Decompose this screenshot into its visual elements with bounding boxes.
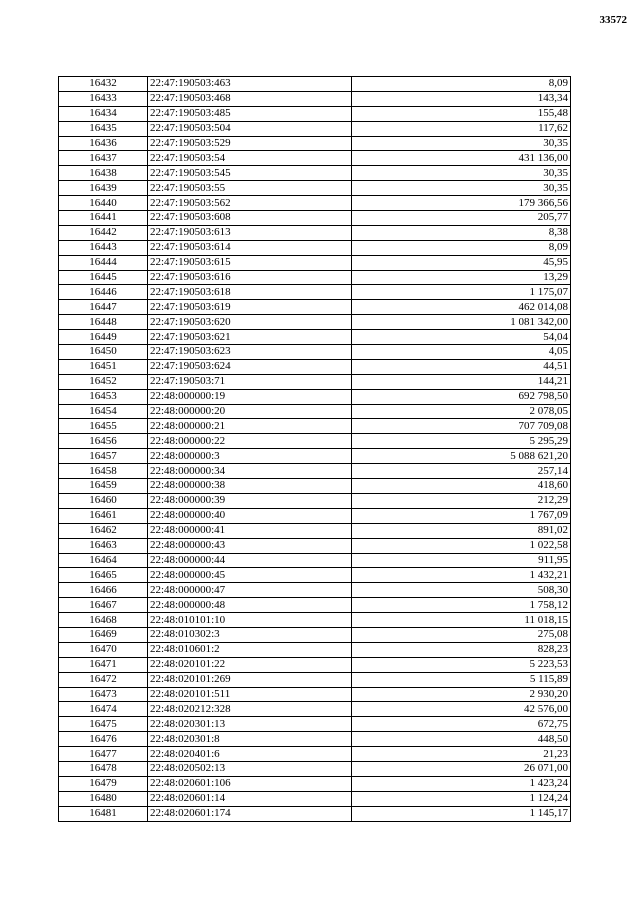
- value-cell: 205,77: [352, 211, 571, 226]
- row-number-cell: 16448: [59, 315, 148, 330]
- row-number-cell: 16445: [59, 270, 148, 285]
- row-number-cell: 16462: [59, 523, 148, 538]
- value-cell: 54,04: [352, 330, 571, 345]
- registry-table: [58, 76, 571, 822]
- value-cell: 1 022,58: [352, 538, 571, 553]
- cadastral-number-cell: 22:48:020301:13: [148, 717, 352, 732]
- value-cell: 1 175,07: [352, 285, 571, 300]
- cadastral-number-cell: 22:48:020401:6: [148, 747, 352, 762]
- value-cell: 212,29: [352, 493, 571, 508]
- row-number-cell: 16475: [59, 717, 148, 732]
- table-row: [59, 449, 571, 464]
- cadastral-number-cell: 22:47:190503:485: [148, 106, 352, 121]
- cadastral-number-cell: 22:48:000000:48: [148, 598, 352, 613]
- value-cell: 44,51: [352, 359, 571, 374]
- table-row: [59, 493, 571, 508]
- value-cell: 179 366,56: [352, 196, 571, 211]
- value-cell: 707 709,08: [352, 419, 571, 434]
- cadastral-number-cell: 22:48:020601:174: [148, 806, 352, 821]
- row-number-cell: 16476: [59, 732, 148, 747]
- value-cell: 4,05: [352, 345, 571, 360]
- cadastral-number-cell: 22:48:020212:328: [148, 702, 352, 717]
- table-row: [59, 136, 571, 151]
- table-row: [59, 627, 571, 642]
- table-row: [59, 642, 571, 657]
- row-number-cell: 16457: [59, 449, 148, 464]
- row-number-cell: 16452: [59, 374, 148, 389]
- table-row: [59, 270, 571, 285]
- row-number-cell: 16465: [59, 568, 148, 583]
- row-number-cell: 16474: [59, 702, 148, 717]
- row-number-cell: 16455: [59, 419, 148, 434]
- value-cell: 1 124,24: [352, 791, 571, 806]
- value-cell: 418,60: [352, 479, 571, 494]
- table-row: [59, 434, 571, 449]
- cadastral-number-cell: 22:48:020601:14: [148, 791, 352, 806]
- cadastral-number-cell: 22:48:000000:21: [148, 419, 352, 434]
- value-cell: 117,62: [352, 121, 571, 136]
- table-row: [59, 240, 571, 255]
- cadastral-number-cell: 22:48:020301:8: [148, 732, 352, 747]
- value-cell: 5 295,29: [352, 434, 571, 449]
- cadastral-number-cell: 22:48:000000:3: [148, 449, 352, 464]
- cadastral-number-cell: 22:47:190503:463: [148, 77, 352, 92]
- table-row: [59, 77, 571, 92]
- row-number-cell: 16467: [59, 598, 148, 613]
- value-cell: 1 081 342,00: [352, 315, 571, 330]
- row-number-cell: 16438: [59, 166, 148, 181]
- value-cell: 5 088 621,20: [352, 449, 571, 464]
- row-number-cell: 16444: [59, 255, 148, 270]
- row-number-cell: 16477: [59, 747, 148, 762]
- cadastral-number-cell: 22:47:190503:619: [148, 300, 352, 315]
- table-row: [59, 702, 571, 717]
- row-number-cell: 16458: [59, 464, 148, 479]
- cadastral-number-cell: 22:48:000000:20: [148, 404, 352, 419]
- table-row: [59, 211, 571, 226]
- value-cell: 5 223,53: [352, 657, 571, 672]
- row-number-cell: 16434: [59, 106, 148, 121]
- table-row: [59, 389, 571, 404]
- row-number-cell: 16450: [59, 345, 148, 360]
- cadastral-number-cell: 22:48:000000:47: [148, 583, 352, 598]
- table-row: [59, 345, 571, 360]
- cadastral-number-cell: 22:48:000000:19: [148, 389, 352, 404]
- row-number-cell: 16473: [59, 687, 148, 702]
- table-row: [59, 687, 571, 702]
- table-row: [59, 181, 571, 196]
- cadastral-number-cell: 22:47:190503:504: [148, 121, 352, 136]
- row-number-cell: 16435: [59, 121, 148, 136]
- cadastral-number-cell: 22:47:190503:615: [148, 255, 352, 270]
- value-cell: 11 018,15: [352, 613, 571, 628]
- table-row: [59, 151, 571, 166]
- table-row: [59, 747, 571, 762]
- row-number-cell: 16447: [59, 300, 148, 315]
- table-row: [59, 285, 571, 300]
- page-number: 33572: [599, 14, 627, 26]
- row-number-cell: 16439: [59, 181, 148, 196]
- cadastral-number-cell: 22:47:190503:620: [148, 315, 352, 330]
- table-row: [59, 598, 571, 613]
- value-cell: 5 115,89: [352, 672, 571, 687]
- value-cell: 1 758,12: [352, 598, 571, 613]
- cadastral-number-cell: 22:48:020101:22: [148, 657, 352, 672]
- row-number-cell: 16466: [59, 583, 148, 598]
- cadastral-number-cell: 22:47:190503:529: [148, 136, 352, 151]
- value-cell: 144,21: [352, 374, 571, 389]
- table-row: [59, 776, 571, 791]
- value-cell: 1 432,21: [352, 568, 571, 583]
- row-number-cell: 16471: [59, 657, 148, 672]
- cadastral-number-cell: 22:48:000000:38: [148, 479, 352, 494]
- cadastral-number-cell: 22:48:000000:22: [148, 434, 352, 449]
- cadastral-number-cell: 22:48:000000:34: [148, 464, 352, 479]
- table-row: [59, 657, 571, 672]
- value-cell: 1 423,24: [352, 776, 571, 791]
- table-row: [59, 225, 571, 240]
- value-cell: 143,34: [352, 91, 571, 106]
- cadastral-number-cell: 22:47:190503:54: [148, 151, 352, 166]
- value-cell: 911,95: [352, 553, 571, 568]
- table-row: [59, 553, 571, 568]
- value-cell: 8,09: [352, 77, 571, 92]
- table-row: [59, 732, 571, 747]
- cadastral-number-cell: 22:48:020101:511: [148, 687, 352, 702]
- value-cell: 42 576,00: [352, 702, 571, 717]
- value-cell: 692 798,50: [352, 389, 571, 404]
- table-row: [59, 166, 571, 181]
- table-row: [59, 106, 571, 121]
- table-row: [59, 761, 571, 776]
- value-cell: 13,29: [352, 270, 571, 285]
- cadastral-number-cell: 22:47:190503:624: [148, 359, 352, 374]
- value-cell: 26 071,00: [352, 761, 571, 776]
- value-cell: 8,38: [352, 225, 571, 240]
- row-number-cell: 16453: [59, 389, 148, 404]
- cadastral-number-cell: 22:47:190503:545: [148, 166, 352, 181]
- table-row: [59, 419, 571, 434]
- row-number-cell: 16440: [59, 196, 148, 211]
- cadastral-number-cell: 22:47:190503:616: [148, 270, 352, 285]
- cadastral-number-cell: 22:48:000000:39: [148, 493, 352, 508]
- value-cell: 275,08: [352, 627, 571, 642]
- row-number-cell: 16446: [59, 285, 148, 300]
- table-row: [59, 121, 571, 136]
- value-cell: 508,30: [352, 583, 571, 598]
- cadastral-number-cell: 22:47:190503:468: [148, 91, 352, 106]
- table-row: [59, 255, 571, 270]
- row-number-cell: 16478: [59, 761, 148, 776]
- cadastral-number-cell: 22:48:010601:2: [148, 642, 352, 657]
- row-number-cell: 16460: [59, 493, 148, 508]
- value-cell: 30,35: [352, 166, 571, 181]
- table-row: [59, 479, 571, 494]
- cadastral-number-cell: 22:48:000000:41: [148, 523, 352, 538]
- row-number-cell: 16468: [59, 613, 148, 628]
- row-number-cell: 16459: [59, 479, 148, 494]
- table-row: [59, 196, 571, 211]
- table-row: [59, 672, 571, 687]
- cadastral-number-cell: 22:47:190503:618: [148, 285, 352, 300]
- cadastral-number-cell: 22:47:190503:71: [148, 374, 352, 389]
- value-cell: 462 014,08: [352, 300, 571, 315]
- row-number-cell: 16469: [59, 627, 148, 642]
- value-cell: 828,23: [352, 642, 571, 657]
- table-row: [59, 583, 571, 598]
- row-number-cell: 16470: [59, 642, 148, 657]
- value-cell: 2 930,20: [352, 687, 571, 702]
- table-row: [59, 91, 571, 106]
- value-cell: 1 767,09: [352, 508, 571, 523]
- value-cell: 30,35: [352, 181, 571, 196]
- row-number-cell: 16451: [59, 359, 148, 374]
- table-row: [59, 508, 571, 523]
- table-row: [59, 568, 571, 583]
- cadastral-number-cell: 22:48:000000:43: [148, 538, 352, 553]
- row-number-cell: 16436: [59, 136, 148, 151]
- cadastral-number-cell: 22:48:020502:13: [148, 761, 352, 776]
- table-row: [59, 613, 571, 628]
- value-cell: 30,35: [352, 136, 571, 151]
- value-cell: 431 136,00: [352, 151, 571, 166]
- table-row: [59, 315, 571, 330]
- cadastral-number-cell: 22:47:190503:608: [148, 211, 352, 226]
- table-row: [59, 806, 571, 821]
- row-number-cell: 16461: [59, 508, 148, 523]
- value-cell: 1 145,17: [352, 806, 571, 821]
- cadastral-number-cell: 22:48:010101:10: [148, 613, 352, 628]
- cadastral-number-cell: 22:48:010302:3: [148, 627, 352, 642]
- row-number-cell: 16437: [59, 151, 148, 166]
- cadastral-number-cell: 22:48:000000:45: [148, 568, 352, 583]
- value-cell: 8,09: [352, 240, 571, 255]
- table-row: [59, 791, 571, 806]
- row-number-cell: 16454: [59, 404, 148, 419]
- table-row: [59, 359, 571, 374]
- table-row: [59, 330, 571, 345]
- table-row: [59, 538, 571, 553]
- cadastral-number-cell: 22:47:190503:613: [148, 225, 352, 240]
- table-row: [59, 404, 571, 419]
- row-number-cell: 16442: [59, 225, 148, 240]
- value-cell: 257,14: [352, 464, 571, 479]
- value-cell: 45,95: [352, 255, 571, 270]
- row-number-cell: 16449: [59, 330, 148, 345]
- row-number-cell: 16464: [59, 553, 148, 568]
- cadastral-number-cell: 22:48:000000:44: [148, 553, 352, 568]
- cadastral-number-cell: 22:48:020601:106: [148, 776, 352, 791]
- row-number-cell: 16443: [59, 240, 148, 255]
- row-number-cell: 16456: [59, 434, 148, 449]
- cadastral-number-cell: 22:47:190503:614: [148, 240, 352, 255]
- value-cell: 448,50: [352, 732, 571, 747]
- value-cell: 891,02: [352, 523, 571, 538]
- row-number-cell: 16481: [59, 806, 148, 821]
- cadastral-number-cell: 22:47:190503:562: [148, 196, 352, 211]
- row-number-cell: 16472: [59, 672, 148, 687]
- value-cell: 21,23: [352, 747, 571, 762]
- table-row: [59, 523, 571, 538]
- cadastral-number-cell: 22:48:020101:269: [148, 672, 352, 687]
- row-number-cell: 16480: [59, 791, 148, 806]
- cadastral-number-cell: 22:47:190503:621: [148, 330, 352, 345]
- cadastral-number-cell: 22:47:190503:623: [148, 345, 352, 360]
- value-cell: 2 078,05: [352, 404, 571, 419]
- table-row: [59, 717, 571, 732]
- table-row: [59, 300, 571, 315]
- cadastral-number-cell: 22:48:000000:40: [148, 508, 352, 523]
- row-number-cell: 16463: [59, 538, 148, 553]
- table-row: [59, 374, 571, 389]
- table-row: [59, 464, 571, 479]
- value-cell: 672,75: [352, 717, 571, 732]
- cadastral-number-cell: 22:47:190503:55: [148, 181, 352, 196]
- row-number-cell: 16479: [59, 776, 148, 791]
- row-number-cell: 16432: [59, 77, 148, 92]
- value-cell: 155,48: [352, 106, 571, 121]
- row-number-cell: 16441: [59, 211, 148, 226]
- row-number-cell: 16433: [59, 91, 148, 106]
- registry-table-body: [59, 77, 571, 822]
